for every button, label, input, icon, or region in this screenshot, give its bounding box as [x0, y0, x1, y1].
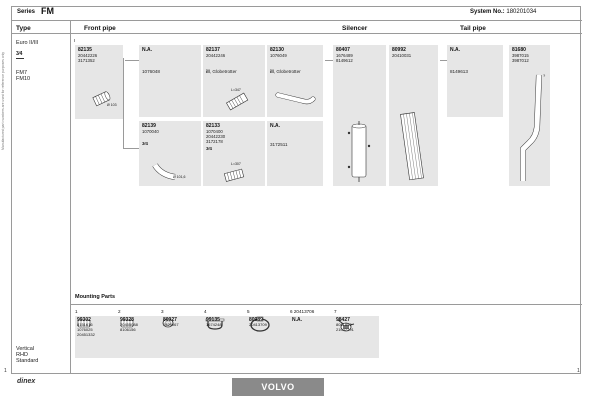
series-label: Series [17, 9, 36, 15]
part-code: 82133 [206, 123, 220, 129]
part-code: 98427 [336, 317, 350, 323]
mounting-index: 1 [75, 309, 78, 314]
model-fm10: FM10 [16, 76, 31, 82]
side-disclaimer: Manufactured part numbers are used for reference purposes only [1, 51, 5, 150]
column-tail-pipe: Tail pipe [460, 25, 486, 32]
part-dimension: L=307 [231, 162, 241, 166]
mounting-index-extra: 20413706 [293, 309, 315, 314]
part-code: 80927 [163, 317, 177, 323]
mounting-parts-title: Mounting Parts [75, 294, 116, 300]
part-oem-numbers: 3987015 3987012 [512, 53, 529, 64]
system-number-value: 180201034 [506, 9, 537, 15]
flexible-pipe-image [223, 89, 253, 113]
part-code: 82137 [206, 47, 220, 53]
mounting-card-99328[interactable] [118, 316, 163, 358]
part-card-na-2[interactable] [447, 45, 503, 117]
part-card-82133[interactable] [203, 121, 265, 186]
header-divider [11, 20, 582, 21]
euro-standard: Euro II/III [16, 40, 39, 46]
part-code: N.A. [450, 47, 460, 53]
part-dimension: Ø 103 [107, 103, 117, 107]
part-oem-numbers: 8081852 21042291 [336, 322, 354, 332]
part-code: 80989 [249, 317, 263, 323]
part-dimension: L=347 [231, 88, 241, 92]
engine-icon: 3⁄4 [206, 146, 212, 151]
pipe-sleeve-image [89, 85, 119, 111]
column-front-pipe: Front pipe [84, 25, 116, 32]
part-code: 80992 [392, 47, 406, 53]
part-oem-numbers: 1076049 [270, 53, 287, 58]
silencer-image [343, 121, 375, 183]
mounting-index: 4 [204, 309, 207, 314]
part-note: ill, Globetrotter [270, 69, 301, 74]
connector [123, 148, 140, 149]
part-oem-numbers: 1070400 20442230 3172178 [206, 129, 226, 145]
model-fm7: FM7 [16, 70, 27, 76]
system-number [470, 9, 536, 15]
part-code: 81680 [512, 47, 526, 53]
elbow-pipe-image [151, 161, 187, 183]
part-card-na-3[interactable] [267, 121, 323, 186]
connector [125, 60, 140, 61]
part-oem-numbers: 1674248 [206, 322, 222, 327]
mounting-card-98427[interactable] [334, 316, 379, 358]
part-oem-numbers: 20455088 8106156 [120, 322, 138, 332]
config-vertical: Vertical [16, 346, 35, 352]
brand-banner: VOLVO [232, 378, 324, 396]
part-oem-numbers: 1629067 [163, 322, 179, 327]
engine-icon: 3⁄4 [142, 141, 148, 146]
icon-rule [16, 58, 24, 59]
part-card-80992[interactable] [389, 45, 438, 186]
mounting-card-80927[interactable] [161, 316, 206, 358]
series-value: FM [41, 6, 54, 16]
part-card-82137[interactable] [203, 45, 265, 117]
part-code: 82139 [142, 123, 156, 129]
dinex-logo: dinex [17, 378, 36, 385]
column-type: Type [16, 25, 31, 32]
part-code: 82130 [270, 47, 284, 53]
mounting-index: 2 [118, 309, 121, 314]
connector [123, 58, 124, 148]
part-oem-numbers: 20442246 [206, 53, 226, 58]
part-oem-numbers: 1070040 [142, 129, 159, 134]
flexible-pipe-image [219, 165, 251, 185]
part-oem-numbers: 20413709 [249, 322, 267, 327]
mounting-card-na[interactable] [290, 316, 335, 358]
part-note: 1076048 [142, 69, 160, 74]
part-oem-numbers: 20442226 3171352 [78, 53, 98, 64]
part-code: N.A. [270, 123, 280, 129]
mounting-index: 5 [247, 309, 250, 314]
heat-shield-image [395, 109, 431, 183]
tail-pipe-image [515, 69, 545, 185]
connector [74, 39, 75, 42]
part-card-82139[interactable] [139, 121, 201, 186]
part-card-81680[interactable] [509, 45, 550, 186]
part-dimension: ? [543, 73, 546, 78]
mounting-index: 3 [161, 309, 164, 314]
part-card-80407[interactable] [333, 45, 386, 186]
part-code: 99302 [77, 317, 91, 323]
mounting-card-80989[interactable] [247, 316, 292, 358]
part-card-82135[interactable] [75, 45, 123, 119]
part-card-na-1[interactable] [139, 45, 201, 117]
mounting-card-99135[interactable] [204, 316, 249, 358]
part-code: N.A. [292, 317, 302, 323]
part-code: 99135 [206, 317, 220, 323]
page-number-left: 1 [4, 368, 7, 374]
column-silencer: Silencer [342, 25, 368, 32]
system-number-label: System No.: [470, 9, 505, 15]
column-header-divider [11, 33, 582, 34]
part-note: ill, Globetrotter [206, 69, 237, 74]
part-card-82130[interactable] [267, 45, 323, 117]
mounting-card-99302[interactable] [75, 316, 120, 358]
part-note: 3172511 [270, 142, 288, 147]
part-oem-numbers: 8151616 1076025 20451332 [77, 322, 95, 337]
type-column-divider [70, 20, 71, 374]
part-code: N.A. [142, 47, 152, 53]
part-code: 99328 [120, 317, 134, 323]
config-rhd: RHD [16, 352, 28, 358]
page-number-right: 1 [577, 368, 580, 374]
part-code: 82135 [78, 47, 92, 53]
engine-icon-label: 3⁄4 [16, 51, 23, 57]
part-dimension: Ø 101,6 [173, 175, 186, 179]
mounting-index: 7 [334, 309, 337, 314]
part-oem-numbers: 20410031 [392, 53, 412, 58]
part-note: 8149613 [450, 69, 468, 74]
mounting-index: 6 20413706 [290, 309, 315, 314]
part-oem-numbers: 1676489 8149612 [336, 53, 353, 64]
config-standard: Standard [16, 358, 39, 364]
mounting-divider [70, 304, 582, 305]
part-code: 80407 [336, 47, 350, 53]
bent-pipe-image [275, 87, 319, 111]
